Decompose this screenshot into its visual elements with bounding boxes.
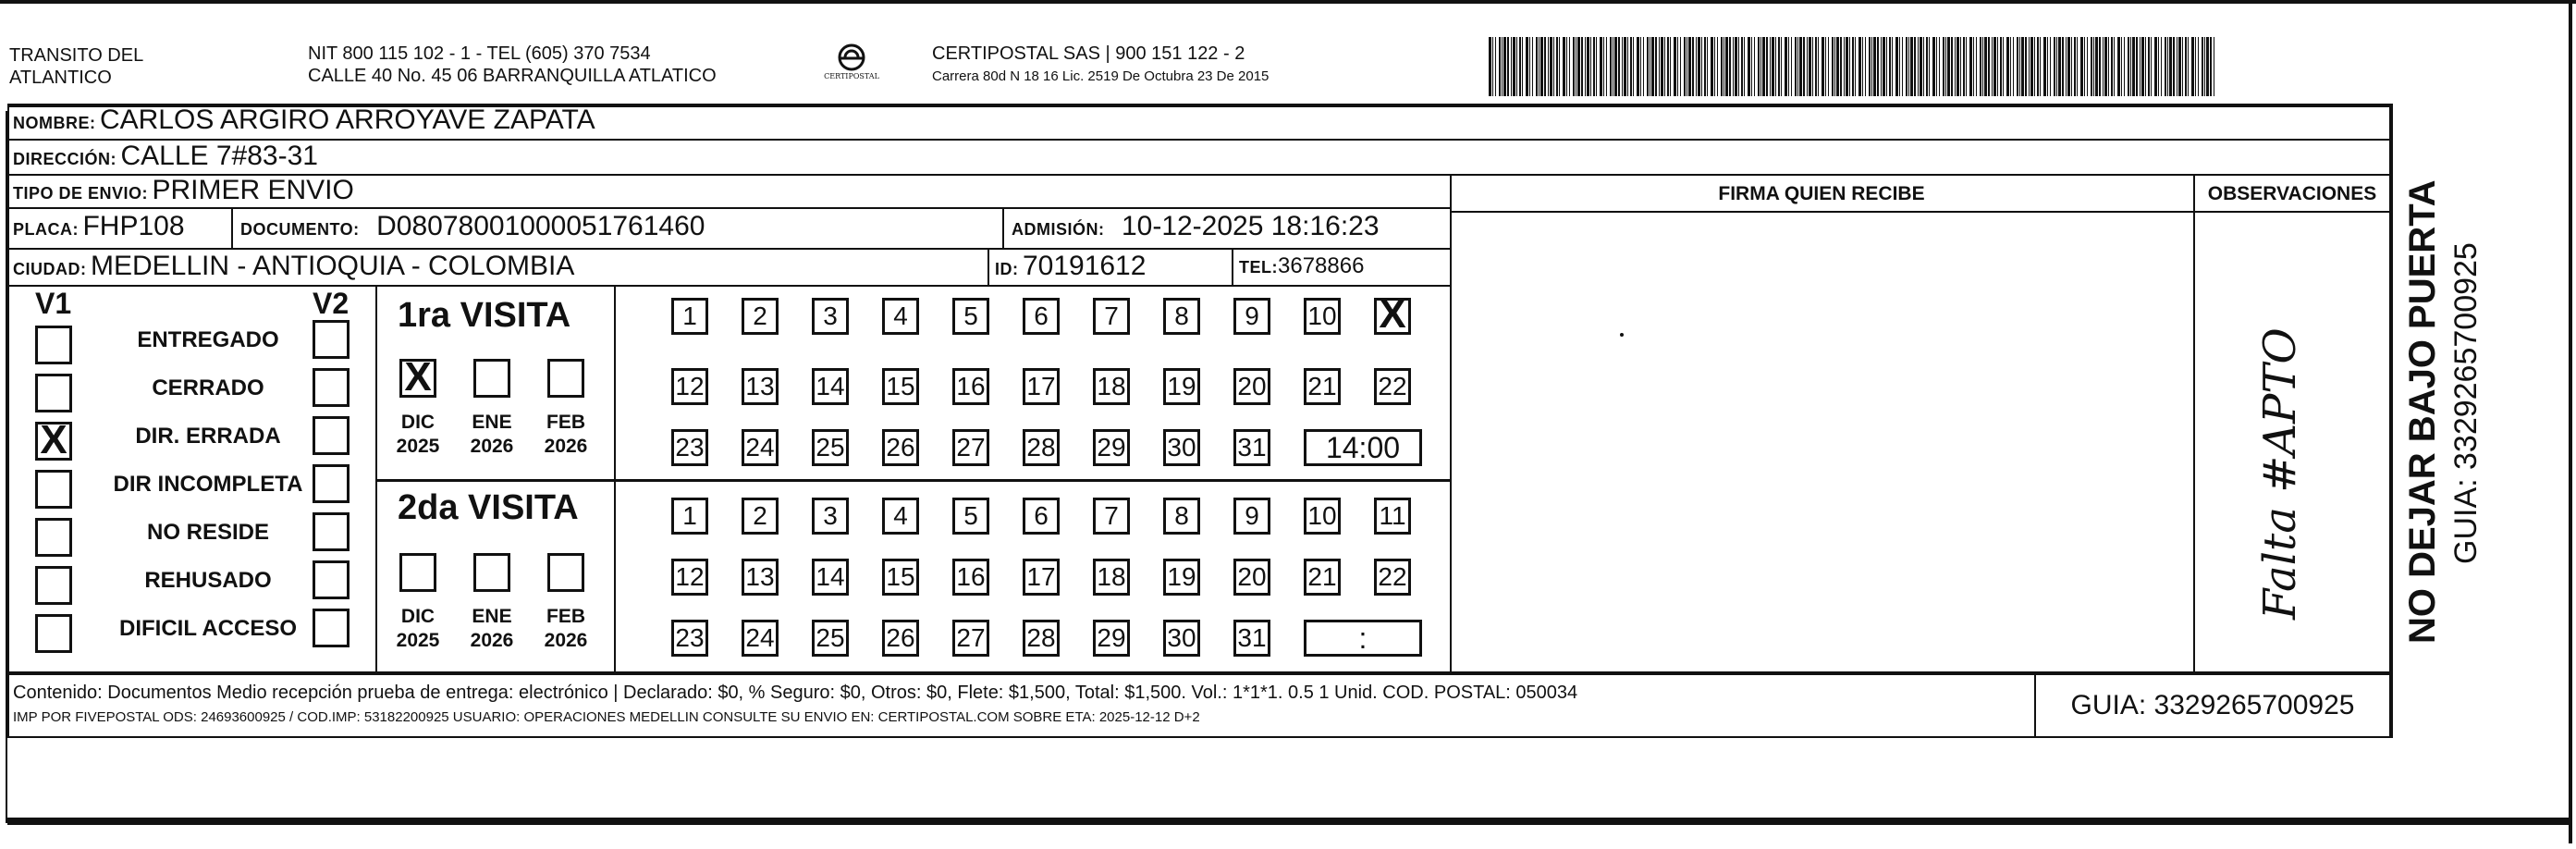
visit2-day-box[interactable]: 22 [1374,559,1411,596]
observaciones-handwriting: Falta #APTO [2254,327,2306,620]
logo-text: CERTIPOSTAL [824,72,879,80]
signature-area[interactable] [1452,213,2191,670]
visit2-month-checkbox[interactable] [473,553,510,592]
month-year: 2026 [544,630,588,651]
org-line2: ATLANTICO [9,68,112,88]
tel-label: TEL: [1239,258,1278,277]
v1-checkbox[interactable] [35,614,72,653]
visit2-day-box[interactable]: 26 [882,620,919,657]
visit2-day-box[interactable]: 10 [1304,498,1341,535]
visit2-time-box[interactable]: : [1304,620,1422,657]
nombre-row [13,105,595,136]
org-contact [308,43,717,87]
v2-checkbox[interactable] [313,464,350,503]
visit1-day-box[interactable]: 19 [1163,368,1200,405]
placa-value: FHP108 [82,211,185,241]
row-line-bottom [7,736,2391,738]
direccion-row [13,141,318,172]
carrier-line1: CERTIPOSTAL SAS | 900 151 122 - 2 [932,43,1245,64]
placa-cell [13,211,185,242]
right-border [2569,0,2572,843]
admision-label: ADMISIÓN: [1012,220,1105,239]
obs-left-border [2193,174,2195,671]
visit2-day-box[interactable]: 14 [812,559,849,596]
month-year: 2025 [396,436,440,457]
visit2-day-box[interactable]: 8 [1163,498,1200,535]
visit1-day-box[interactable]: 29 [1093,429,1130,466]
row-line-1 [7,139,2391,141]
ciudad-cell [13,251,574,282]
visit1-month-checkbox[interactable] [547,359,584,398]
visit2-day-box[interactable]: 20 [1233,559,1270,596]
tipo-value: PRIMER ENVIO [152,175,354,205]
v2-checkbox[interactable] [313,609,350,647]
visit2-day-box[interactable]: 31 [1233,620,1270,657]
documento-label: DOCUMENTO: [240,220,360,239]
row-line-5 [7,285,1450,287]
visit1-month-checkbox[interactable] [473,359,510,398]
visit2-day-box[interactable]: 12 [671,559,708,596]
bottom-border [7,818,2572,825]
id-cell [995,251,1146,282]
visit1-month-checkbox[interactable] [399,354,436,400]
row-line-3 [7,207,1450,209]
visit1-day-box[interactable]: 30 [1163,429,1200,466]
observaciones-header: OBSERVACIONES [2207,183,2377,204]
visit1-day-box[interactable]: 6 [1023,298,1060,335]
form-left-border [7,104,9,738]
months-days-divider [614,285,616,671]
nombre-label: NOMBRE: [13,114,96,132]
id-value: 70191612 [1022,251,1147,281]
status-divider [375,285,377,671]
month-name: FEB [546,412,585,433]
visit1-day-box[interactable]: 9 [1233,298,1270,335]
documento-value: D08078001000051761460 [376,211,705,241]
visit2-month-label [538,605,594,653]
visit1-day-box[interactable]: 25 [812,429,849,466]
visit2-month-label [464,605,520,653]
barcode [1489,37,2219,96]
visit2-day-box[interactable]: 23 [671,620,708,657]
v2-checkbox[interactable] [313,560,350,599]
visit-separator [375,479,1450,482]
visit1-day-box[interactable]: 7 [1093,298,1130,335]
footer-contenido: Contenido: Documentos Medio recepción prueba de entrega: electrónico | Declarado: $0, % Seguro: $0, Otros: $0, Flete: $1,500, Total: $1,500. Vol.: 1*1*1. 0.5 1 Unid. COD. POSTAL: 050034 [13,683,1578,703]
visit2-day-box[interactable]: 21 [1304,559,1341,596]
visit2-day-box[interactable]: 29 [1093,620,1130,657]
certipostal-logo [812,43,891,91]
visit2-day-box[interactable]: 2 [742,498,779,535]
contact-line2: CALLE 40 No. 45 06 BARRANQUILLA ATLATICO [308,66,717,86]
visit1-day-box[interactable]: 22 [1374,368,1411,405]
visit2-day-box[interactable]: 28 [1023,620,1060,657]
carrier-info [932,43,1269,85]
nombre-value: CARLOS ARGIRO ARROYAVE ZAPATA [99,105,595,135]
visit2-day-box[interactable]: 16 [952,559,989,596]
status-option-label: DIR. ERRADA [135,424,281,449]
month-year: 2025 [396,630,440,651]
v2-checkbox[interactable] [313,320,350,359]
placa-label: PLACA: [13,220,79,239]
visit1-day-box[interactable]: 27 [952,429,989,466]
top-border [0,0,2576,4]
month-name: FEB [546,606,585,627]
visit1-day-box[interactable]: 24 [742,429,779,466]
visit1-month-label [464,411,520,459]
visit2-day-box[interactable]: 25 [812,620,849,657]
visit1-day-box[interactable] [1374,291,1411,337]
signature-dot [1620,333,1624,337]
org-line1: TRANSITO DEL [9,45,144,66]
ciudad-value: MEDELLIN - ANTIOQUIA - COLOMBIA [90,251,575,281]
month-name: DIC [400,606,435,627]
visit2-day-box[interactable]: 7 [1093,498,1130,535]
check-mark-icon: X [40,417,67,462]
footer-guia: GUIA: 3329265700925 [2070,690,2355,720]
visit1-month-label [538,411,594,459]
status-option-label: DIFICIL ACCESO [118,616,297,641]
visit2-day-box[interactable]: 15 [882,559,919,596]
visit1-title: 1ra VISITA [398,296,571,335]
v1-checkbox[interactable] [35,470,72,509]
visit1-day-box[interactable]: 15 [882,368,919,405]
tipo-label: TIPO DE ENVIO: [13,184,149,203]
status-option-label: ENTREGADO [137,327,279,352]
visit1-month-label [390,411,446,459]
documento-cell [240,211,705,242]
visit2-day-box[interactable]: 3 [812,498,849,535]
visit2-day-box[interactable]: 30 [1163,620,1200,657]
visit1-day-box[interactable]: 8 [1163,298,1200,335]
carrier-line2: Carrera 80d N 18 16 Lic. 2519 De Octubra 23 De 2015 [932,68,1270,84]
visit2-day-box[interactable]: 5 [952,498,989,535]
visit1-day-box[interactable]: 28 [1023,429,1060,466]
visit2-day-box[interactable]: 13 [742,559,779,596]
status-option-label: NO RESIDE [146,520,270,545]
visit2-month-checkbox[interactable] [399,553,436,592]
v1-checkbox[interactable] [35,417,72,462]
check-mark-icon: X [1379,291,1406,337]
side-warning: NO DEJAR BAJO PUERTA [2402,179,2443,644]
visit1-day-box[interactable]: 12 [671,368,708,405]
row-line-4 [7,248,1450,250]
footer-content [13,683,1577,725]
month-year: 2026 [544,436,588,457]
visit2-title: 2da VISITA [398,488,579,527]
status-option-label: REHUSADO [144,568,272,593]
check-mark-icon: X [404,354,432,400]
side-guia: GUIA: 3329265700925 [2448,242,2484,564]
visit1-day-box[interactable]: 14 [812,368,849,405]
admision-divider [1002,207,1004,248]
visit1-day-box[interactable]: 20 [1233,368,1270,405]
v2-checkbox[interactable] [313,416,350,455]
visit1-time-box[interactable]: 14:00 [1304,429,1422,466]
logo-icon [812,43,891,91]
v2-checkbox[interactable] [313,368,350,407]
barcode-bar [2214,37,2215,96]
visit2-day-box[interactable]: 4 [882,498,919,535]
form-right-border [2389,104,2393,738]
visit2-day-box[interactable]: 24 [742,620,779,657]
visit1-day-box[interactable]: 5 [952,298,989,335]
org-name [9,44,143,89]
visit1-day-box[interactable]: 2 [742,298,779,335]
visit1-day-box[interactable]: 4 [882,298,919,335]
v2-header: V2 [313,287,350,320]
tel-value: 3678866 [1278,253,1365,278]
visit2-month-label [390,605,446,653]
visit1-day-box[interactable]: 1 [671,298,708,335]
visit1-day-box[interactable]: 13 [742,368,779,405]
visit1-day-box[interactable]: 31 [1233,429,1270,466]
footer-impresion: IMP POR FIVEPOSTAL ODS: 24693600925 / COD.IMP: 53182200925 USUARIO: OPERACIONES MEDELLIN CONSULTE SU ENVIO EN: CERTIPOSTAL.COM SOBRE ETA: 2025-12-12 D+2 [13,709,1200,725]
tel-cell [1239,253,1364,279]
admision-cell [1012,211,1380,242]
visit2-day-box[interactable]: 19 [1163,559,1200,596]
visit1-day-box[interactable]: 3 [812,298,849,335]
month-year: 2026 [470,436,514,457]
placa-divider [231,207,233,248]
contact-line1: NIT 800 115 102 - 1 - TEL (605) 370 7534 [308,43,651,64]
v2-checkbox[interactable] [313,512,350,551]
visit1-day-box[interactable]: 26 [882,429,919,466]
tipo-row [13,175,354,206]
visit2-day-box[interactable]: 6 [1023,498,1060,535]
v1-checkbox[interactable] [35,518,72,557]
firma-header: FIRMA QUIEN RECIBE [1718,183,1925,204]
visit1-day-box[interactable]: 18 [1093,368,1130,405]
tel-divider [1232,248,1233,285]
visit1-day-box[interactable]: 21 [1304,368,1341,405]
admision-value: 10-12-2025 18:16:23 [1121,211,1380,241]
visit1-day-box[interactable]: 16 [952,368,989,405]
visit1-day-box[interactable]: 17 [1023,368,1060,405]
visit2-day-box[interactable]: 17 [1023,559,1060,596]
direccion-label: DIRECCIÓN: [13,150,117,168]
visit1-day-box[interactable]: 10 [1304,298,1341,335]
visit2-month-checkbox[interactable] [547,553,584,592]
row-line-2 [7,174,2391,176]
status-option-label: DIR INCOMPLETA [113,472,303,497]
visit1-day-box[interactable]: 23 [671,429,708,466]
visit2-day-box[interactable]: 9 [1233,498,1270,535]
ciudad-label: CIUDAD: [13,260,87,278]
v1-checkbox[interactable] [35,374,72,412]
month-name: ENE [472,412,512,433]
visit2-day-box[interactable]: 11 [1374,498,1411,535]
direccion-value: CALLE 7#83-31 [120,141,318,171]
visit2-day-box[interactable]: 1 [671,498,708,535]
status-option-label: CERRADO [152,375,264,400]
month-year: 2026 [470,630,514,651]
id-label: ID: [995,260,1019,278]
visit2-day-box[interactable]: 18 [1093,559,1130,596]
id-divider [987,248,989,285]
v1-checkbox[interactable] [35,566,72,605]
v1-checkbox[interactable] [35,326,72,364]
visit2-day-box[interactable]: 27 [952,620,989,657]
guia-divider [2034,671,2036,736]
v1-header: V1 [35,287,72,320]
month-name: ENE [472,606,512,627]
month-name: DIC [400,412,435,433]
